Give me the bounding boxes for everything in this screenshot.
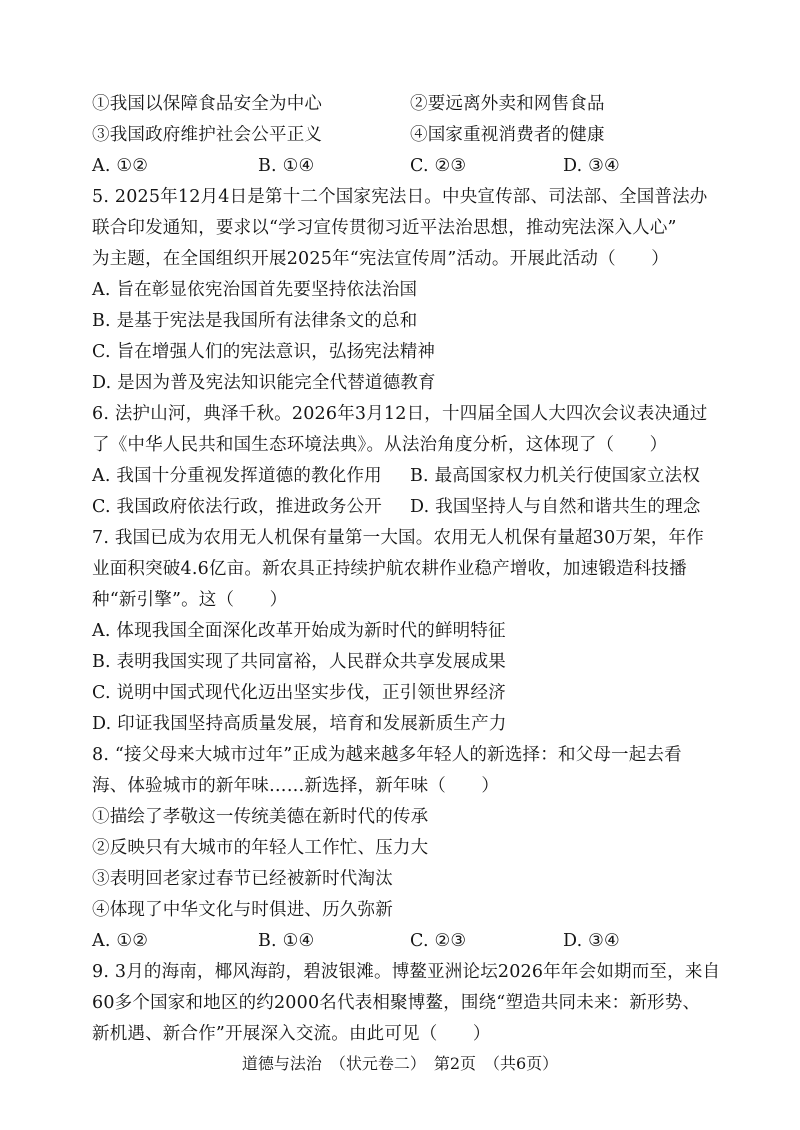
option-item: B. ①④ bbox=[258, 156, 315, 176]
question-stem-line: 5. 2025年12月4日是第十二个国家宪法日。中央宣传部、司法部、全国普法办 bbox=[92, 187, 708, 207]
option-item: C. 我国政府依法行政，推进政务公开 bbox=[92, 497, 382, 517]
question-stem-line: 为主题，在全国组织开展2025年“宪法宣传周”活动。开展此活动（ ） bbox=[92, 249, 669, 269]
option-item: C. 说明中国式现代化迈出坚实步伐，正引领世界经济 bbox=[92, 683, 506, 703]
statement-item: ③我国政府维护社会公平正义 bbox=[92, 125, 323, 145]
option-item: A. ①② bbox=[92, 931, 149, 951]
question-stem-line: 海、体验城市的新年味……新选择，新年味（ ） bbox=[92, 776, 500, 796]
option-item: A. ①② bbox=[92, 156, 149, 176]
statement-item: ③表明回老家过春节已经被新时代淘汰 bbox=[92, 869, 393, 889]
option-item: C. ②③ bbox=[410, 931, 467, 951]
option-item: D. 我国坚持人与自然和谐共生的理念 bbox=[410, 497, 701, 517]
option-item: B. ①④ bbox=[258, 931, 315, 951]
statement-item: ②反映只有大城市的年轻人工作忙、压力大 bbox=[92, 838, 429, 858]
statement-item: ④体现了中华文化与时俱进、历久弥新 bbox=[92, 900, 393, 920]
statement-item: ①描绘了孝敬这一传统美德在新时代的传承 bbox=[92, 807, 429, 827]
question-stem-line: 60多个国家和地区的约2000名代表相聚博鳌，围绕“塑造共同未来：新形势、 bbox=[92, 993, 701, 1013]
option-item: D. 印证我国坚持高质量发展，培育和发展新质生产力 bbox=[92, 714, 507, 734]
statement-item: ④国家重视消费者的健康 bbox=[410, 125, 605, 145]
statement-item: ①我国以保障食品安全为中心 bbox=[92, 94, 323, 114]
question-stem-line: 业面积突破4.6亿亩。新农具正持续护航农耕作业稳产增收，加速锻造科技播 bbox=[92, 559, 687, 579]
question-stem-line: 6. 法护山河，典泽千秋。2026年3月12日，十四届全国人大四次会议表决通过 bbox=[92, 404, 708, 424]
statement-item: ②要远离外卖和网售食品 bbox=[410, 94, 605, 114]
question-stem-line: 联合印发通知，要求以“学习宣传贯彻习近平法治思想，推动宪法深入人心” bbox=[92, 218, 677, 238]
option-item: D. ③④ bbox=[563, 931, 620, 951]
question-stem-line: 7. 我国已成为农用无人机保有量第一大国。农用无人机保有量超30万架，年作 bbox=[92, 528, 704, 548]
question-stem-line: 8. “接父母来大城市过年”正成为越来越多年轻人的新选择：和父母一起去看 bbox=[92, 745, 682, 765]
page-footer: 道德与法治 （状元卷二） 第2页 （共6页） bbox=[241, 1054, 559, 1073]
option-item: B. 是基于宪法是我国所有法律条文的总和 bbox=[92, 311, 418, 331]
question-stem-line: 新机遇、新合作”开展深入交流。由此可见（ ） bbox=[92, 1024, 491, 1044]
option-item: D. 是因为普及宪法知识能完全代替道德教育 bbox=[92, 373, 436, 393]
option-item: A. 旨在彰显依宪治国首先要坚持依法治国 bbox=[92, 280, 418, 300]
question-stem-line: 了《中华人民共和国生态环境法典》。从法治角度分析，这体现了（ ） bbox=[92, 435, 668, 455]
option-item: B. 表明我国实现了共同富裕，人民群众共享发展成果 bbox=[92, 652, 506, 672]
option-item: C. ②③ bbox=[410, 156, 467, 176]
option-item: A. 我国十分重视发挥道德的教化作用 bbox=[92, 466, 382, 486]
option-item: A. 体现我国全面深化改革开始成为新时代的鲜明特征 bbox=[92, 621, 506, 641]
question-stem-line: 9. 3月的海南，椰风海韵，碧波银滩。博鳌亚洲论坛2026年年会如期而至，来自 bbox=[92, 962, 721, 982]
question-stem-line: 种“新引擎”。这（ ） bbox=[92, 590, 288, 610]
option-item: C. 旨在增强人们的宪法意识，弘扬宪法精神 bbox=[92, 342, 436, 362]
option-item: B. 最高国家权力机关行使国家立法权 bbox=[410, 466, 701, 486]
option-item: D. ③④ bbox=[563, 156, 620, 176]
